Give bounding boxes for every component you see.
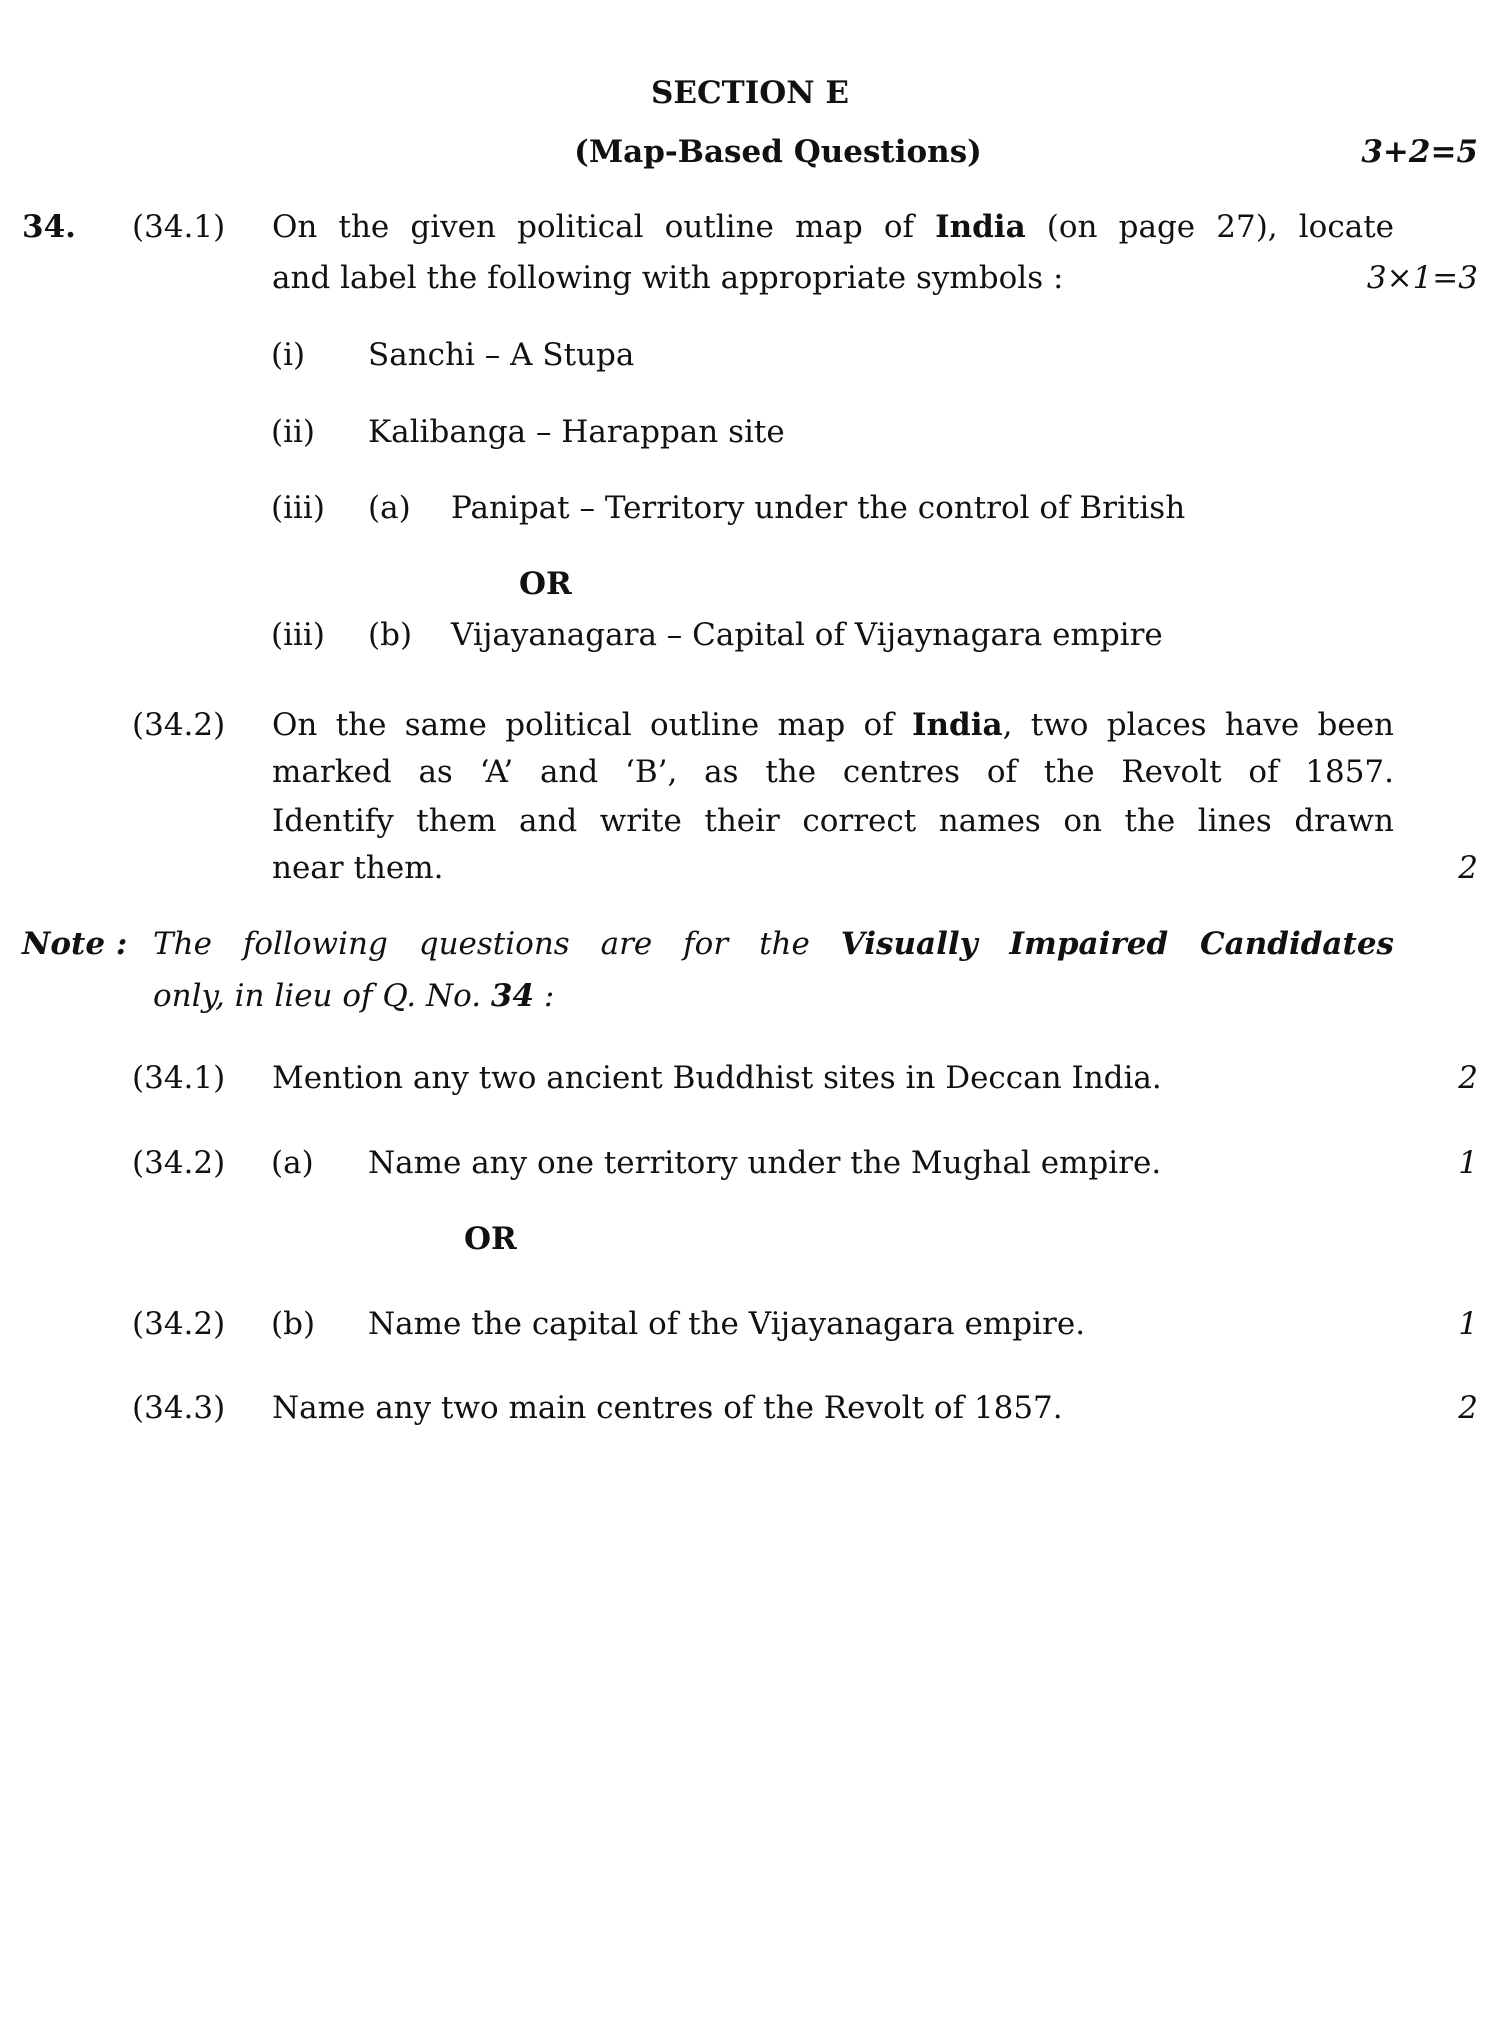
- question-text: marked as ‘A’ and ‘B’, as the centres of the Revolt of 1857.: [272, 754, 1394, 790]
- vi-text: Mention any two ancient Buddhist sites in Deccan India.: [272, 1060, 1162, 1096]
- note-text: only, in lieu of Q. No. 34 :: [153, 978, 555, 1014]
- item-text: Kalibanga – Harappan site: [368, 414, 785, 450]
- or-label: OR: [464, 1221, 517, 1257]
- vi-sub: (a): [271, 1145, 314, 1181]
- question-text: Identify them and write their correct names on the lines drawn: [272, 803, 1394, 839]
- item-text: Sanchi – A Stupa: [368, 337, 635, 373]
- question-text: On the given political outline map of India (on page 27), locate: [272, 209, 1394, 245]
- marks: 1: [1458, 1306, 1478, 1342]
- item-number: (i): [271, 337, 306, 373]
- vi-sub: (b): [271, 1306, 316, 1342]
- marks: 2: [1458, 850, 1478, 886]
- vi-label: (34.3): [132, 1390, 226, 1426]
- item-number: (iii): [271, 617, 325, 653]
- vi-text: Name any two main centres of the Revolt of 1857.: [272, 1390, 1063, 1426]
- question-text: and label the following with appropriate symbols :: [272, 260, 1064, 296]
- section-subtitle: (Map-Based Questions): [574, 134, 982, 170]
- vi-text: Name the capital of the Vijayanagara empire.: [368, 1306, 1086, 1342]
- question-text: On the same political outline map of India, two places have been: [272, 707, 1394, 743]
- question-text: near them.: [272, 850, 444, 886]
- section-title: SECTION E: [650, 75, 850, 111]
- marks: 3×1=3: [1366, 260, 1478, 296]
- vi-label: (34.2): [132, 1306, 226, 1342]
- item-number: (ii): [271, 414, 316, 450]
- item-sub: (b): [368, 617, 413, 653]
- question-number: 34.: [22, 209, 76, 245]
- note-text: The following questions are for the Visually Impaired Candidates: [153, 926, 1394, 962]
- subquestion-label: (34.2): [132, 707, 226, 743]
- or-label: OR: [519, 566, 572, 602]
- marks: 1: [1458, 1145, 1478, 1181]
- vi-label: (34.2): [132, 1145, 226, 1181]
- marks: 2: [1458, 1060, 1478, 1096]
- marks: 2: [1458, 1390, 1478, 1426]
- item-sub: (a): [368, 490, 411, 526]
- subquestion-label: (34.1): [132, 209, 226, 245]
- vi-text: Name any one territory under the Mughal empire.: [368, 1145, 1162, 1181]
- item-text: Panipat – Territory under the control of British: [451, 490, 1186, 526]
- section-marks: 3+2=5: [1361, 134, 1478, 170]
- vi-label: (34.1): [132, 1060, 226, 1096]
- item-number: (iii): [271, 490, 325, 526]
- item-text: Vijayanagara – Capital of Vijaynagara empire: [451, 617, 1163, 653]
- note-label: Note :: [22, 926, 128, 962]
